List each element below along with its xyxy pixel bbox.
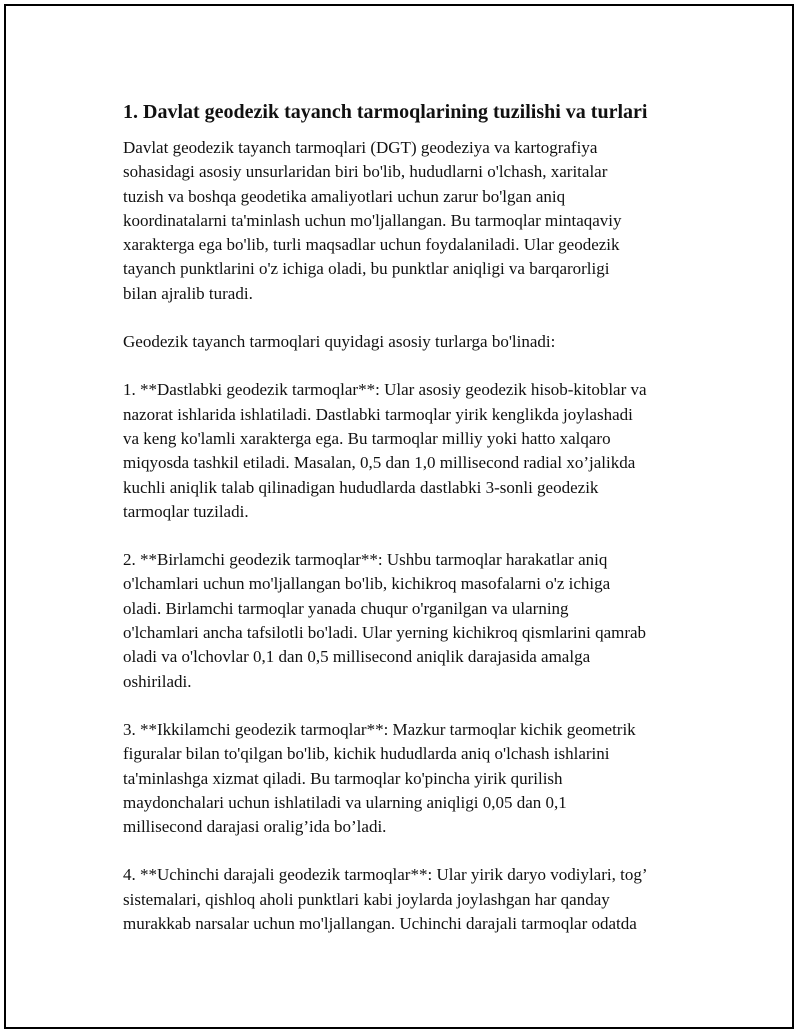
list-item-1 [123, 378, 703, 524]
section-heading: 1. Davlat geodezik tayanch tarmoqlarining tuzilishi va turlari [123, 101, 648, 123]
text-line: tarmoqlar tuziladi. [123, 501, 249, 521]
text-line: millisecond darajasi oralig’ida bo’ladi. [123, 817, 387, 837]
text-line: miqyosda tashkil etiladi. Masalan, 0,5 dan 1,0 millisecond radial xo’jalikda [123, 453, 636, 473]
text-line: Davlat geodezik tayanch tarmoqlari (DGT) geodeziya va kartografiya [123, 138, 598, 157]
text-line: o'lchamlari ancha tafsilotli bo'ladi. Ular yerning kichikroq qismlarini qamrab [123, 623, 647, 643]
text-line: Geodezik tayanch tarmoqlari quyidagi asosiy turlarga bo'linadi: [123, 332, 556, 352]
text-line: 2. **Birlamchi geodezik tarmoqlar**: Ushbu tarmoqlar harakatlar aniq [123, 550, 608, 570]
page-frame [4, 4, 794, 1029]
text-line: tuzish va boshqa geodetika amaliyotlari uchun zarur bo'lgan aniq [123, 186, 566, 206]
text-line: oladi. Birlamchi tarmoqlar yanada chuqur o'rganilgan va ularning [123, 598, 569, 618]
text-line: bilan ajralib turadi. [123, 283, 253, 303]
list-item-2 [123, 548, 703, 694]
text-line: va keng ko'lamli xarakterga ega. Bu tarmoqlar milliy yoki hatto xalqaro [123, 428, 611, 448]
text-line: maydonchalari uchun ishlatiladi va ularning aniqligi 0,05 dan 0,1 [123, 792, 567, 812]
text-line: 3. **Ikkilamchi geodezik tarmoqlar**: Mazkur tarmoqlar kichik geometrik [123, 719, 636, 739]
intro-paragraph [123, 136, 703, 306]
text-line: sistemalari, qishloq aholi punktlari kabi joylarda joylashgan har qanday [123, 889, 610, 909]
text-line: kuchli aniqlik talab qilinadigan hududlarda dastlabki 3-sonli geodezik [123, 477, 599, 497]
text-line: o'lchamlari uchun mo'ljallangan bo'lib, kichikroq masofalarni o'z ichiga [123, 574, 611, 594]
text-line: murakkab narsalar uchun mo'ljallangan. Uchinchi darajali tarmoqlar odatda [123, 914, 637, 934]
list-item-3 [123, 718, 703, 839]
text-line: ta'minlashga xizmat qiladi. Bu tarmoqlar ko'pincha yirik qurilish [123, 768, 563, 788]
text-line: oshiriladi. [123, 671, 192, 691]
text-line: 4. **Uchinchi darajali geodezik tarmoqlar**: Ular yirik daryo vodiylari, tog’ [123, 865, 648, 885]
text-line: koordinatalarni ta'minlash uchun mo'ljallangan. Bu tarmoqlar mintaqaviy [123, 210, 622, 230]
text-line: sohasidagi asosiy unsurlaridan biri bo'lib, hududlarni o'lchash, xaritalar [123, 162, 608, 182]
text-line: nazorat ishlarida ishlatiladi. Dastlabki tarmoqlar yirik kenglikda joylashadi [123, 404, 633, 424]
text-line: xarakterga ega bo'lib, turli maqsadlar uchun foydalaniladi. Ular geodezik [123, 235, 620, 255]
types-intro-paragraph [123, 330, 703, 354]
document-body [123, 98, 703, 960]
list-item-4 [123, 863, 703, 936]
text-line: tayanch punktlarini o'z ichiga oladi, bu punktlar aniqligi va barqarorligi [123, 259, 610, 279]
text-line: 1. **Dastlabki geodezik tarmoqlar**: Ular asosiy geodezik hisob-kitoblar va [123, 380, 647, 400]
text-line: oladi va o'lchovlar 0,1 dan 0,5 millisecond aniqlik darajasida amalga [123, 647, 591, 667]
text-line: figuralar bilan to'qilgan bo'lib, kichik hududlarda aniq o'lchash ishlarini [123, 744, 610, 764]
